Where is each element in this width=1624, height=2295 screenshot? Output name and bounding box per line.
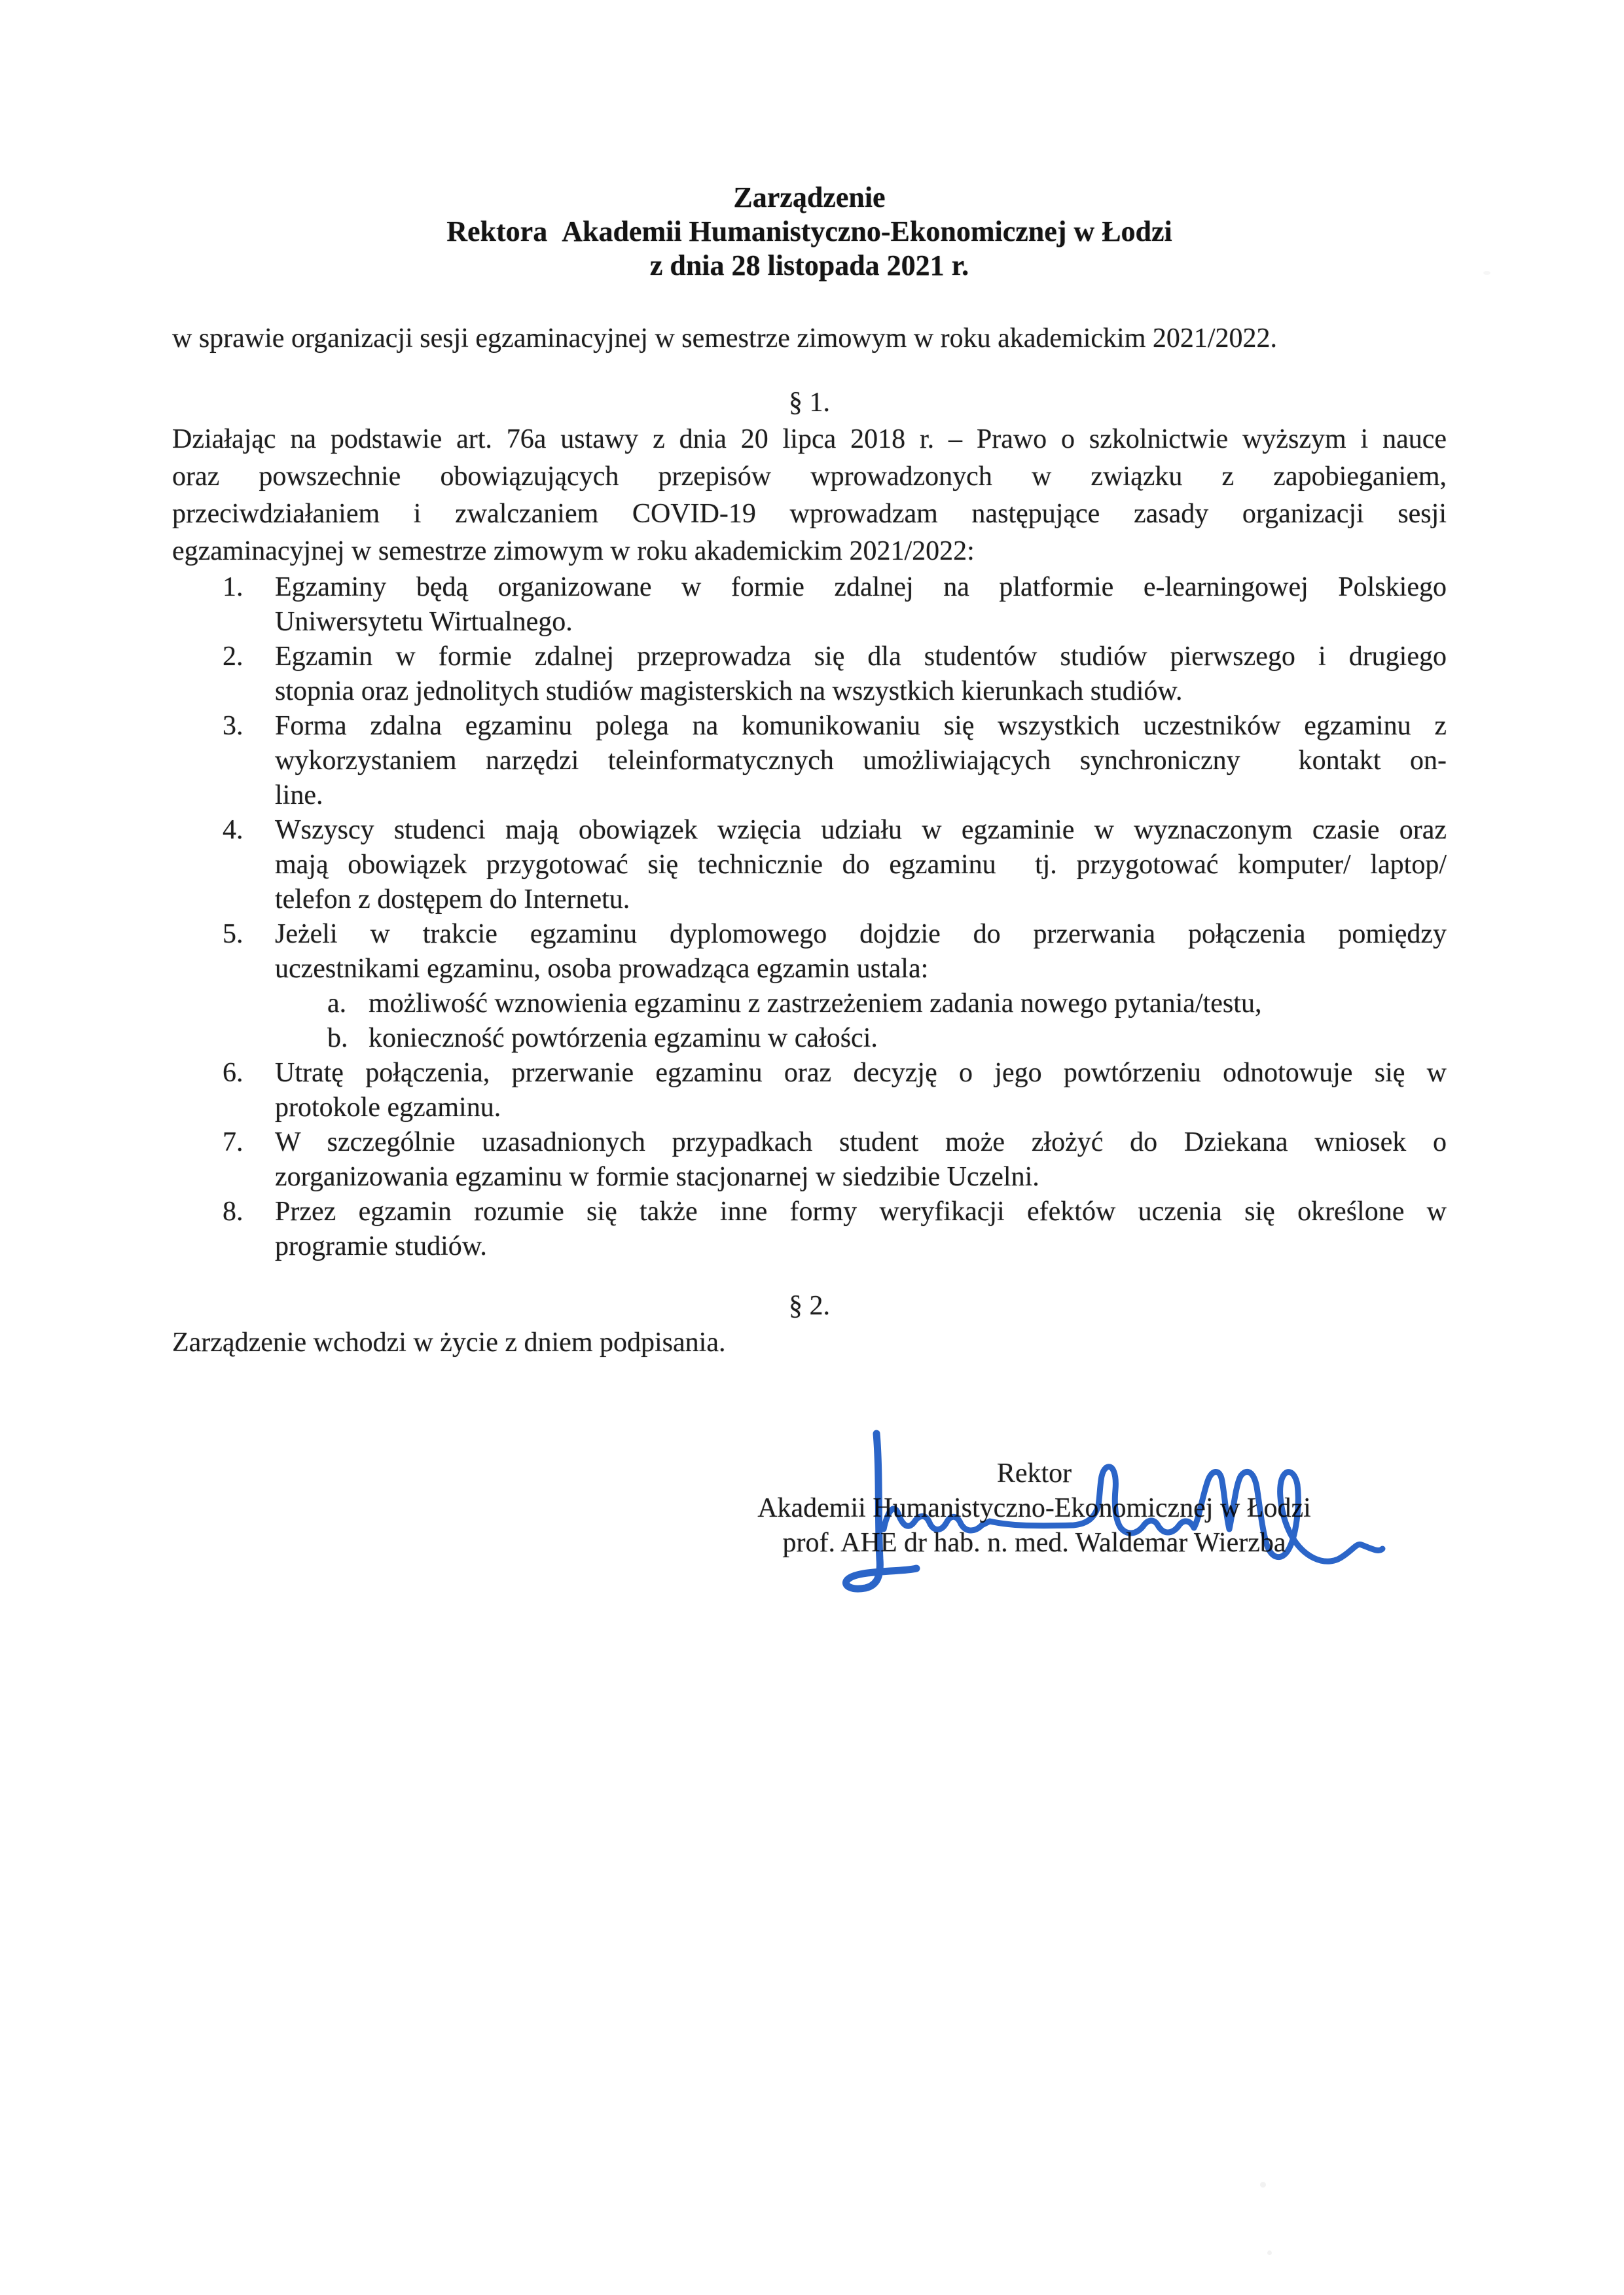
list-item [172, 640, 1447, 709]
list-subitem-text: konieczność powtórzenia egzaminu w całości. [369, 1023, 878, 1053]
list-item-line: Egzaminy będą organizowane w formie zdalnej na platformie e-learningowej Polskiego [275, 572, 1447, 602]
list-item-line: stopnia oraz jednolitych studiów magisterskich na wszystkich kierunkach studiów. [275, 676, 1183, 706]
list-item [172, 1195, 1447, 1264]
section-1-intro [172, 421, 1447, 570]
list-item-number: 8. [223, 1197, 244, 1227]
list-item-number: 3. [223, 711, 244, 741]
list-item-line: Utratę połączenia, przerwanie egzaminu oraz decyzję o jego powtórzeniu odnotowuje się w [275, 1058, 1447, 1088]
section-1-heading: § 1. [789, 388, 830, 418]
list-item [172, 1056, 1447, 1125]
list-item-number: 1. [223, 572, 244, 602]
intro-line: przeciwdziałaniem i zwalczaniem COVID-19 wprowadzam następujące zasady organizacji sesji [172, 499, 1447, 529]
numbered-list [172, 570, 1447, 1264]
section-2-text: Zarządzenie wchodzi w życie z dniem podpisania. [172, 1328, 726, 1358]
signature-name: prof. AHE dr hab. n. med. Waldemar Wierzba [782, 1528, 1286, 1558]
signature-block [720, 1456, 1348, 1561]
list-item-line: telefon z dostępem do Internetu. [275, 884, 630, 914]
list-item [172, 917, 1447, 986]
document-date: z dnia 28 listopada 2021 r. [649, 249, 969, 281]
list-item-line: protokole egzaminu. [275, 1093, 501, 1123]
intro-line: oraz powszechnie obowiązujących przepisów wprowadzonych w związku z zapobieganiem, [172, 461, 1447, 492]
intro-line: Działając na podstawie art. 76a ustawy z dnia 20 lipca 2018 r. – Prawo o szkolnictwie wyższym i nauce [172, 424, 1447, 454]
scan-speck [1483, 271, 1490, 275]
list-subitem-text: możliwość wznowienia egzaminu z zastrzeżeniem zadania nowego pytania/testu, [369, 988, 1262, 1019]
list-item-line: Przez egzamin rozumie się także inne formy weryfikacji efektów uczenia się określone w [275, 1197, 1447, 1227]
list-item [172, 709, 1447, 813]
intro-line: egzaminacyjnej w semestrze zimowym w roku akademickim 2021/2022: [172, 536, 975, 566]
list-item-line: Wszyscy studenci mają obowiązek wzięcia udziału w egzaminie w wyznaczonym czasie oraz [275, 815, 1447, 845]
list-item-number: 4. [223, 815, 244, 845]
list-item-number: 2. [223, 642, 244, 672]
list-item [172, 570, 1447, 640]
list-item-line: Forma zdalna egzaminu polega na komunikowaniu się wszystkich uczestników egzaminu z [275, 711, 1447, 741]
list-item-line: W szczególnie uzasadnionych przypadkach student może złożyć do Dziekana wniosek o [275, 1127, 1447, 1157]
document-issuer: Rektora Akademii Humanistyczno-Ekonomicznej w Łodzi [446, 215, 1172, 247]
signature-institution: Akademii Humanistyczno-Ekonomicznej w Łodzi [757, 1493, 1311, 1523]
list-subitem [172, 1021, 1447, 1056]
list-item-line: wykorzystaniem narzędzi teleinformatycznych umożliwiających synchroniczny kontakt on- [275, 746, 1447, 776]
list-subitem [172, 986, 1447, 1021]
section-2-heading: § 2. [789, 1291, 830, 1321]
document-title: Zarządzenie [733, 181, 886, 213]
list-item-line: line. [275, 780, 323, 810]
list-subitem-letter: a. [327, 988, 347, 1019]
list-item-line: mają obowiązek przygotować się technicznie do egzaminu tj. przygotować komputer/ laptop/ [275, 850, 1447, 880]
list-item [172, 813, 1447, 917]
list-item-number: 7. [223, 1127, 244, 1157]
list-item-line: Egzamin w formie zdalnej przeprowadza się dla studentów studiów pierwszego i drugiego [275, 642, 1447, 672]
scan-speck [1260, 2182, 1266, 2188]
list-item [172, 1125, 1447, 1195]
list-subitem-letter: b. [327, 1023, 348, 1053]
scan-speck [1267, 2250, 1272, 2255]
list-item-line: zorganizowania egzaminu w formie stacjonarnej w siedzibie Uczelni. [275, 1162, 1039, 1192]
document-header [172, 181, 1447, 283]
list-item-number: 6. [223, 1058, 244, 1088]
subject-line: w sprawie organizacji sesji egzaminacyjnej w semestrze zimowym w roku akademickim 2021/2022. [172, 323, 1278, 353]
list-item-line: programie studiów. [275, 1231, 487, 1261]
list-item-line: uczestnikami egzaminu, osoba prowadząca egzamin ustala: [275, 954, 929, 984]
list-item-line: Jeżeli w trakcie egzaminu dyplomowego dojdzie do przerwania połączenia pomiędzy [275, 919, 1447, 949]
list-item-number: 5. [223, 919, 244, 949]
list-item-line: Uniwersytetu Wirtualnego. [275, 607, 573, 637]
signature-role: Rektor [996, 1458, 1072, 1489]
